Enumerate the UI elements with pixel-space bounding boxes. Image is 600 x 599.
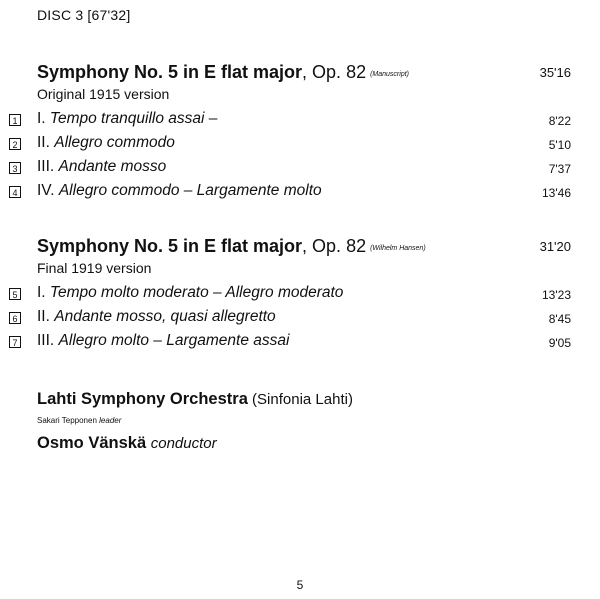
track-number-box: 4 (9, 186, 21, 198)
movement-name: Allegro commodo – Largamente molto (58, 182, 322, 199)
track-duration: 13'23 (542, 288, 571, 302)
leader-credit (37, 416, 121, 425)
work-edition-note: (Manuscript) (370, 71, 409, 78)
leader-name: Sakari Tepponen (37, 416, 97, 425)
movement-name: Andante mosso (58, 158, 167, 175)
work-total-duration: 31'20 (539, 239, 571, 254)
track-row (0, 158, 600, 182)
track-duration: 8'22 (548, 114, 571, 128)
track-duration: 7'37 (548, 162, 571, 176)
movement-number: I. (37, 284, 50, 301)
work-title-text: Symphony No. 5 in E flat major (37, 62, 303, 82)
movement-number: I. (37, 110, 50, 127)
track-row (0, 182, 600, 206)
track-duration: 8'45 (548, 312, 571, 326)
track-row (0, 110, 600, 134)
track-duration: 5'10 (548, 138, 571, 152)
work-opus: , Op. 82 (302, 62, 367, 82)
track-title (37, 284, 343, 302)
track-title (37, 134, 175, 152)
movement-number: II. (37, 308, 55, 325)
movement-name: Andante mosso, quasi allegretto (54, 308, 276, 325)
orchestra-alt-name: (Sinfonia Lahti) (247, 391, 353, 408)
track-duration: 13'46 (542, 186, 571, 200)
movement-name: Tempo molto moderato – Allegro moderato (49, 284, 344, 301)
work-title (37, 62, 409, 83)
movement-number: III. (37, 158, 59, 175)
work-title-text: Symphony No. 5 in E flat major (37, 236, 303, 256)
track-number-box: 1 (9, 114, 21, 126)
movement-name: Allegro molto – Largamente assai (58, 332, 290, 349)
work-title (37, 236, 426, 257)
work-total-duration: 35'16 (539, 65, 571, 80)
leader-role: leader (99, 416, 122, 425)
movement-number: IV. (37, 182, 59, 199)
disc-heading: DISC 3 [67'32] (37, 7, 131, 23)
track-title (37, 182, 322, 200)
work-version: Final 1919 version (37, 260, 152, 276)
conductor-credit (37, 434, 217, 453)
track-title (37, 158, 166, 176)
track-title (37, 332, 289, 350)
track-row (0, 284, 600, 308)
track-number-box: 2 (9, 138, 21, 150)
conductor-role: conductor (150, 435, 217, 452)
movement-name: Allegro commodo (54, 134, 175, 151)
track-number-box: 7 (9, 336, 21, 348)
movement-name: Tempo tranquillo assai – (49, 110, 218, 127)
movement-number: II. (37, 134, 55, 151)
track-row (0, 332, 600, 356)
orchestra-credit (37, 390, 353, 409)
track-number-box: 3 (9, 162, 21, 174)
page-number: 5 (296, 578, 304, 592)
track-number-box: 6 (9, 312, 21, 324)
track-duration: 9'05 (548, 336, 571, 350)
work-opus: , Op. 82 (302, 236, 367, 256)
work-edition-note: (Wilhelm Hansen) (370, 245, 426, 252)
track-row (0, 308, 600, 332)
track-title (37, 308, 276, 326)
track-number-box: 5 (9, 288, 21, 300)
work-version: Original 1915 version (37, 86, 170, 102)
conductor-name: Osmo Vänskä (37, 434, 147, 452)
movement-number: III. (37, 332, 59, 349)
track-row (0, 134, 600, 158)
orchestra-name: Lahti Symphony Orchestra (37, 390, 248, 408)
track-title (37, 110, 217, 128)
